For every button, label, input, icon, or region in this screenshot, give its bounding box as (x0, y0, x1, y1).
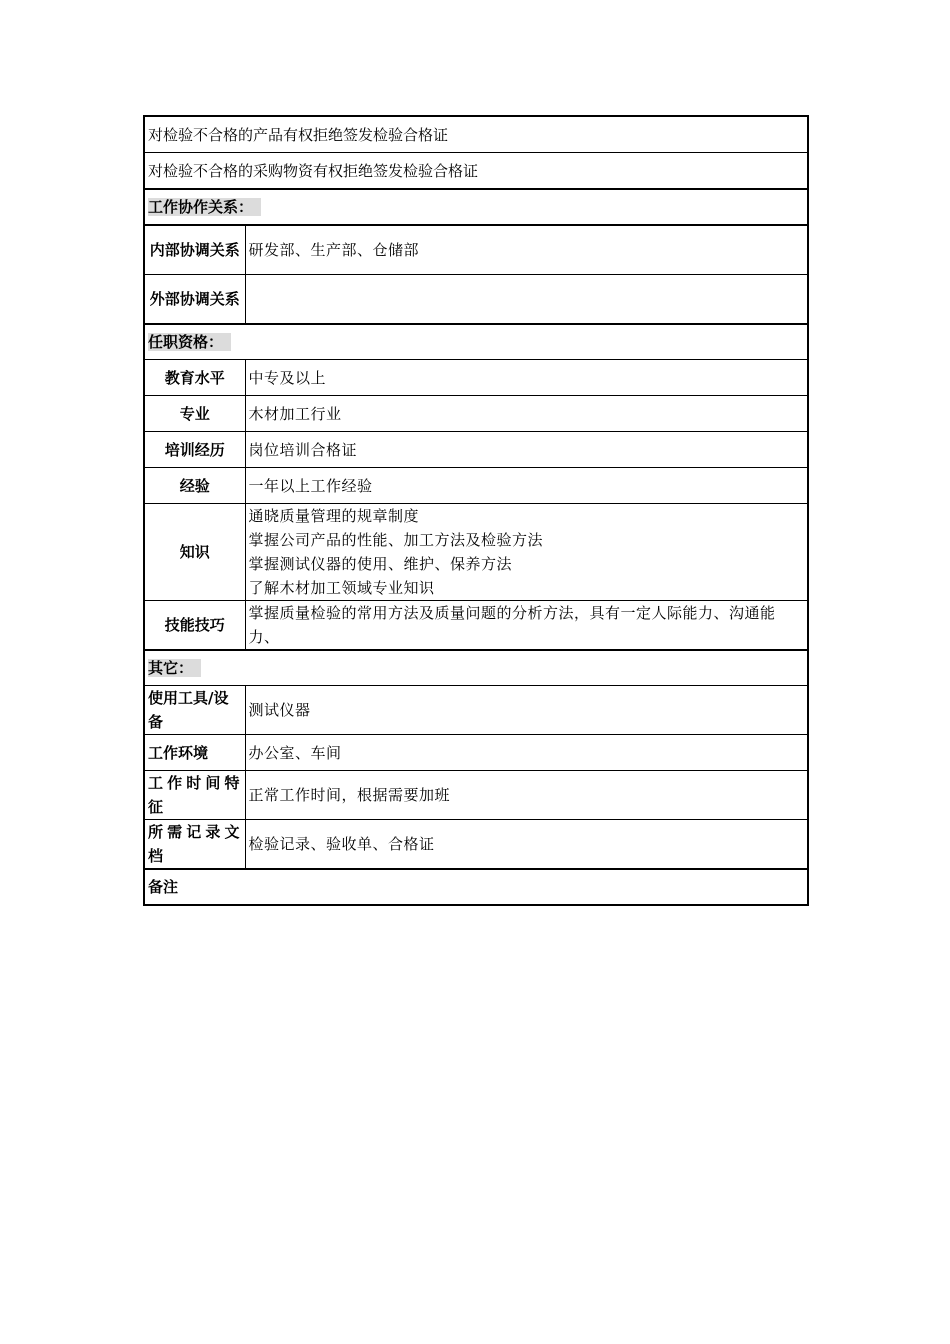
authority-item: 对检验不合格的产品有权拒绝签发检验合格证 (144, 116, 808, 153)
experience-row (144, 468, 808, 504)
other-heading-cell (144, 650, 808, 686)
work-time-label: 工作时间特征 (144, 771, 245, 820)
environment-label: 工作环境 (144, 735, 245, 771)
major-label: 专业 (144, 396, 245, 432)
external-coordination-row (144, 275, 808, 325)
other-section-row (144, 650, 808, 686)
knowledge-row (144, 504, 808, 601)
records-row (144, 820, 808, 870)
education-row (144, 360, 808, 396)
internal-coordination-value: 研发部、生产部、仓储部 (245, 225, 808, 275)
authority-row (144, 116, 808, 153)
training-label: 培训经历 (144, 432, 245, 468)
skills-row (144, 601, 808, 651)
job-description-table (143, 115, 809, 906)
knowledge-line: 通晓质量管理的规章制度 (248, 507, 420, 525)
major-row (144, 396, 808, 432)
authority-row (144, 153, 808, 190)
knowledge-line: 掌握公司产品的性能、加工方法及检验方法 (248, 531, 544, 549)
education-value: 中专及以上 (245, 360, 808, 396)
experience-label: 经验 (144, 468, 245, 504)
qualification-section-row (144, 324, 808, 360)
qualification-heading: 任职资格： (148, 333, 231, 351)
cooperation-section-row (144, 189, 808, 225)
major-value: 木材加工行业 (245, 396, 808, 432)
records-label: 所需记录文档 (144, 820, 245, 870)
cooperation-heading-cell (144, 189, 808, 225)
internal-coordination-row (144, 225, 808, 275)
knowledge-line: 掌握测试仪器的使用、维护、保养方法 (248, 555, 513, 573)
tools-value: 测试仪器 (245, 686, 808, 735)
knowledge-label: 知识 (144, 504, 245, 601)
cooperation-heading: 工作协作关系： (148, 198, 261, 216)
remarks-heading: 备注 (144, 869, 808, 905)
education-label: 教育水平 (144, 360, 245, 396)
external-coordination-value (245, 275, 808, 325)
environment-value: 办公室、车间 (245, 735, 808, 771)
tools-label: 使用工具/设备 (144, 686, 245, 735)
external-coordination-label: 外部协调关系 (144, 275, 245, 325)
other-heading: 其它： (148, 659, 201, 677)
internal-coordination-label: 内部协调关系 (144, 225, 245, 275)
qualification-heading-cell (144, 324, 808, 360)
remarks-row (144, 869, 808, 905)
tools-row (144, 686, 808, 735)
skills-label: 技能技巧 (144, 601, 245, 651)
knowledge-line: 了解木材加工领域专业知识 (248, 579, 435, 597)
training-value: 岗位培训合格证 (245, 432, 808, 468)
skills-value: 掌握质量检验的常用方法及质量问题的分析方法，具有一定人际能力、沟通能力、 (245, 601, 808, 651)
training-row (144, 432, 808, 468)
experience-value: 一年以上工作经验 (245, 468, 808, 504)
work-time-row (144, 771, 808, 820)
work-time-value: 正常工作时间，根据需要加班 (245, 771, 808, 820)
records-value: 检验记录、验收单、合格证 (245, 820, 808, 870)
environment-row (144, 735, 808, 771)
knowledge-value (245, 504, 808, 601)
authority-item: 对检验不合格的采购物资有权拒绝签发检验合格证 (144, 153, 808, 190)
